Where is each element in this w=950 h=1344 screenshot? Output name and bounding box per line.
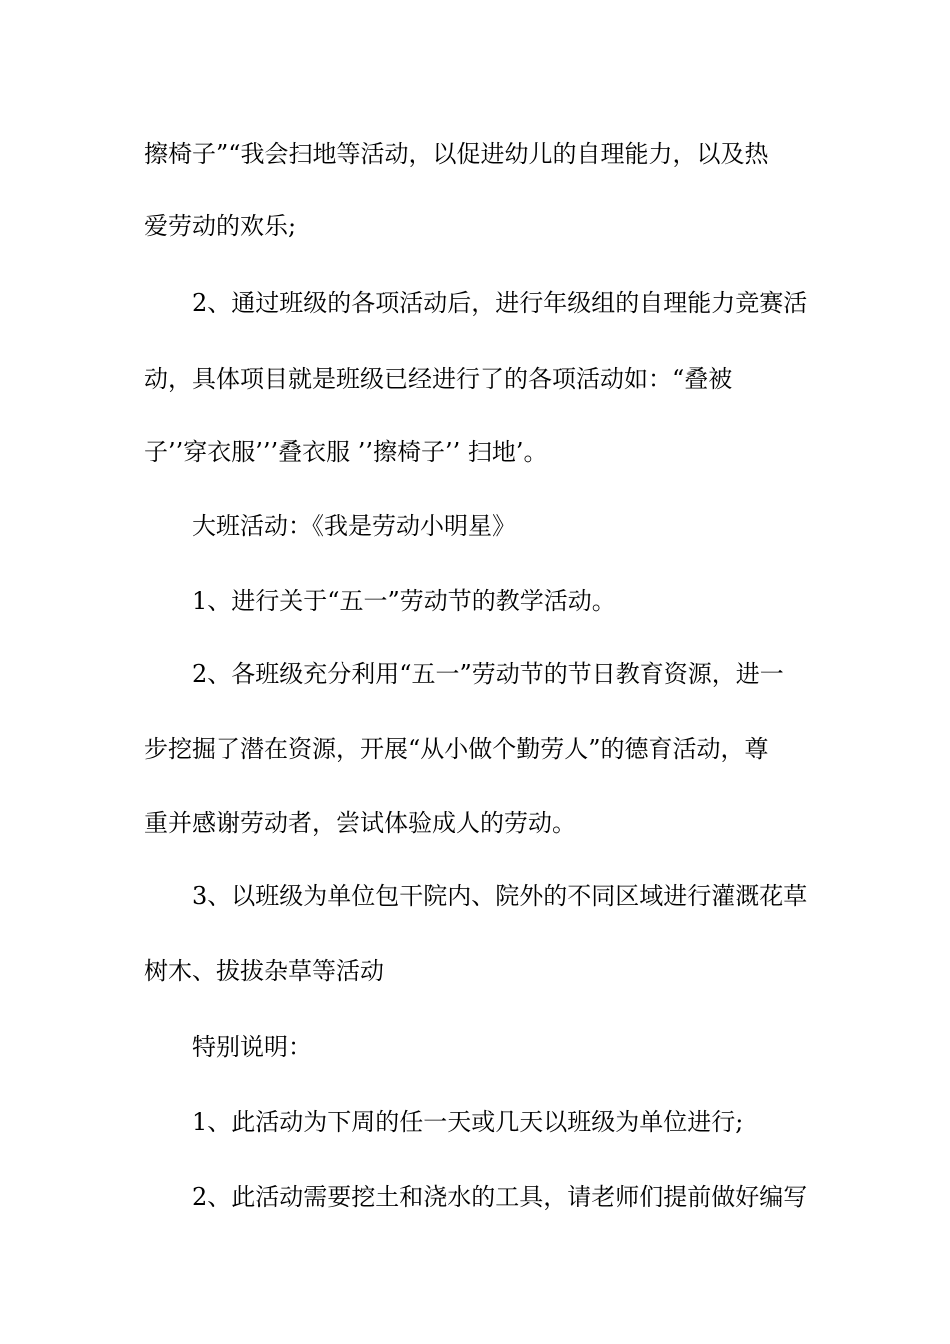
text-line: 2、各班级充分利用“五一”劳动节的节日教育资源，进一 [192,660,784,688]
text-line: 子’’穿衣服’’’叠衣服 ’’擦椅子’’ 扫地’。 [144,438,548,466]
text-line: 爱劳动的欢乐; [144,212,297,240]
text-line: 1、进行关于“五一”劳动节的教学活动。 [192,587,616,615]
text-line: 重并感谢劳动者，尝试体验成人的劳动。 [144,809,576,837]
section-heading: 特别说明： [192,1033,312,1061]
section-heading: 大班活动：《我是劳动小明星》 [192,512,516,540]
text-line: 3、以班级为单位包干院内、院外的不同区域进行灌溉花草 [192,882,808,910]
text-line: 动，具体项目就是班级已经进行了的各项活动如：“叠被 [144,365,733,393]
text-line: 1、此活动为下周的任一天或几天以班级为单位进行; [192,1108,744,1136]
text-line: 2、通过班级的各项活动后，进行年级组的自理能力竞赛活 [192,289,808,317]
text-line: 步挖掘了潜在资源，开展“从小做个勤劳人”的德育活动，尊 [144,735,769,763]
text-line: 2、此活动需要挖土和浇水的工具，请老师们提前做好编写 [192,1183,808,1211]
text-line: 树木、拔拔杂草等活动 [144,957,384,985]
text-line: 擦椅子”“我会扫地等活动，以促进幼儿的自理能力，以及热 [144,140,769,168]
